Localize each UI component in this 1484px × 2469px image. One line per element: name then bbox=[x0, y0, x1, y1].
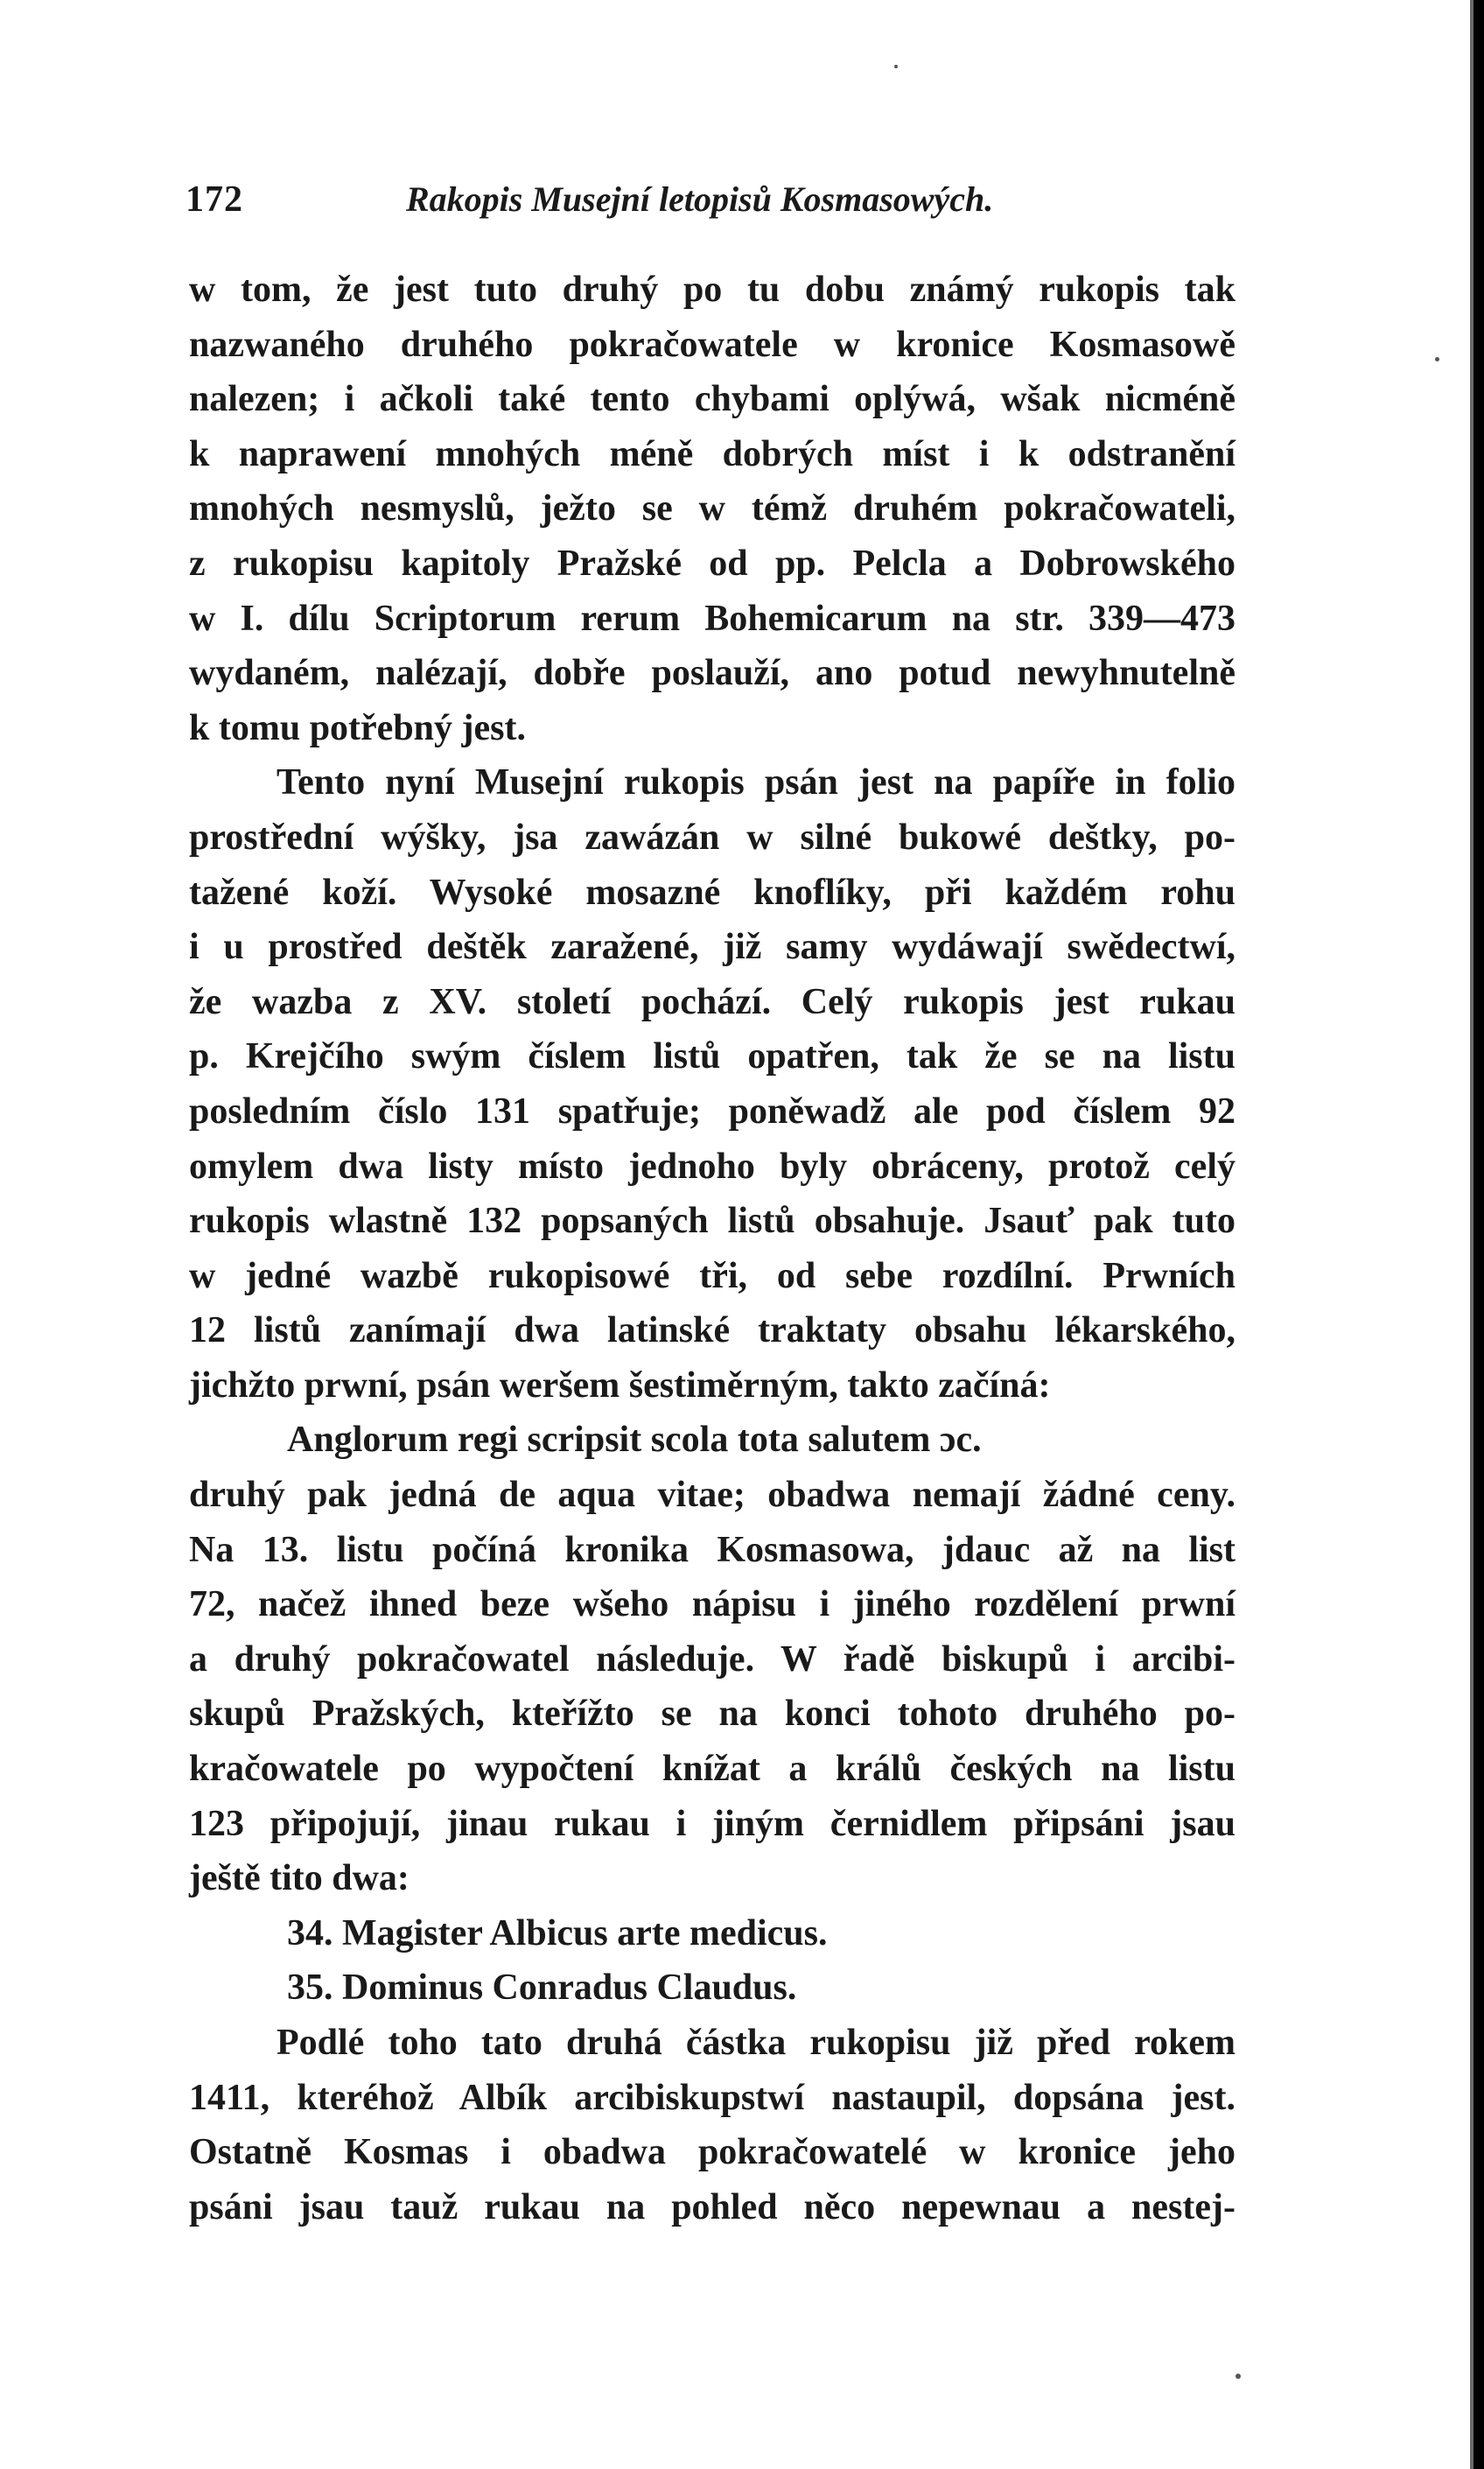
quote-line: Anglorum regi scripsit scola tota salutem ɔc. bbox=[287, 1420, 982, 1461]
text-line: rukopis wlastně 132 popsaných listů obsahuje. Jsauť pak tuto bbox=[189, 1201, 1236, 1242]
text-line: posledním číslo 131 spatřuje; poněwadž ale pod číslem 92 bbox=[189, 1091, 1236, 1132]
text-line: w I. dílu Scriptorum rerum Bohemicarum na str. 339—473 bbox=[189, 598, 1236, 639]
page-number: 172 bbox=[186, 179, 243, 220]
text-line: Podlé toho tato druhá částka rukopisu již před rokem bbox=[276, 2023, 1236, 2063]
text-line: kračowatele po wypočtení knížat a králů českých na listu bbox=[189, 1749, 1236, 1790]
text-line: 72, načež ihned beze wšeho nápisu i jiného rozdělení prwní bbox=[189, 1584, 1236, 1625]
text-line: že wazba z XV. století pochází. Celý rukopis jest rukau bbox=[189, 981, 1236, 1022]
scan-speck bbox=[1236, 2374, 1241, 2379]
text-line: Ostatně Kosmas i obadwa pokračowatelé w kronice jeho bbox=[189, 2132, 1236, 2173]
scan-speck bbox=[894, 65, 898, 68]
page-header bbox=[186, 175, 1270, 228]
text-line: w jedné wazbě rukopisowé tři, od sebe rozdílní. Prwních bbox=[189, 1255, 1236, 1296]
text-line: w tom, že jest tuto druhý po tu dobu známý rukopis tak bbox=[189, 270, 1236, 310]
text-line: z rukopisu kapitoly Pražské od pp. Pelcla a Dobrowského bbox=[189, 543, 1236, 584]
text-line: druhý pak jedná de aqua vitae; obadwa nemají žádné ceny. bbox=[189, 1475, 1236, 1516]
list-item: 34. Magister Albicus arte medicus. bbox=[287, 1912, 828, 1953]
running-head: Rakopis Musejní letopisů Kosmasowých. bbox=[406, 179, 994, 219]
text-line: a druhý pokračowatel následuje. W řadě biskupů i arcibi- bbox=[189, 1638, 1236, 1680]
text-line: jichžto prwní, psán weršem šestiměrným, takto začíná: bbox=[189, 1364, 1051, 1406]
text-line: Na 13. listu počíná kronika Kosmasowa, jdauc až na list bbox=[189, 1529, 1236, 1570]
text-line: p. Krejčího swým číslem listů opatřen, tak že se na listu bbox=[189, 1036, 1236, 1077]
text-line: mnohých nesmyslů, ježto se w témž druhém pokračowateli, bbox=[189, 488, 1236, 530]
text-line: 1411, kteréhož Albík arcibiskupstwí nastaupil, dopsána jest. bbox=[189, 2077, 1236, 2118]
text-line: wydaném, nalézají, dobře poslauží, ano potud newyhnutelně bbox=[189, 653, 1236, 694]
text-line: prostřední wýšky, jsa zawázán w silné bukowé deštky, po- bbox=[189, 817, 1236, 858]
text-line: ještě tito dwa: bbox=[189, 1858, 410, 1899]
text-line: nalezen; i ačkoli také tento chybami oplýwá, wšak nicméně bbox=[189, 379, 1236, 420]
text-line: psáni jsau tauž rukau na pohled něco nepewnau a nestej- bbox=[189, 2186, 1236, 2227]
body-text bbox=[189, 263, 1236, 2234]
text-line: omylem dwa listy místo jednoho byly obráceny, protož celý bbox=[189, 1146, 1236, 1187]
text-line: 12 listů zanímají dwa latinské traktaty obsahu lékarského, bbox=[189, 1310, 1236, 1351]
scan-speck bbox=[1435, 357, 1439, 361]
text-line: k naprawení mnohých méně dobrých míst i k odstranění bbox=[189, 433, 1236, 474]
list-item: 35. Dominus Conradus Claudus. bbox=[287, 1967, 797, 2009]
text-line: skupů Pražských, kteřížto se na konci tohoto druhého po- bbox=[189, 1694, 1236, 1735]
text-line: nazwaného druhého pokračowatele w kronice Kosmasowě bbox=[189, 324, 1236, 365]
text-line: Tento nyní Musejní rukopis psán jest na papíře in folio bbox=[276, 762, 1236, 803]
page-edge bbox=[1474, 0, 1484, 2469]
text-line: 123 připojují, jinau rukau i jiným černidlem připsáni jsau bbox=[189, 1803, 1236, 1844]
text-line: i u prostřed deštěk zaražené, již samy wydáwají swědectwí, bbox=[189, 927, 1236, 968]
text-line: k tomu potřebný jest. bbox=[189, 707, 526, 748]
text-line: tažené koží. Wysoké mosazné knoflíky, při každém rohu bbox=[189, 872, 1236, 913]
